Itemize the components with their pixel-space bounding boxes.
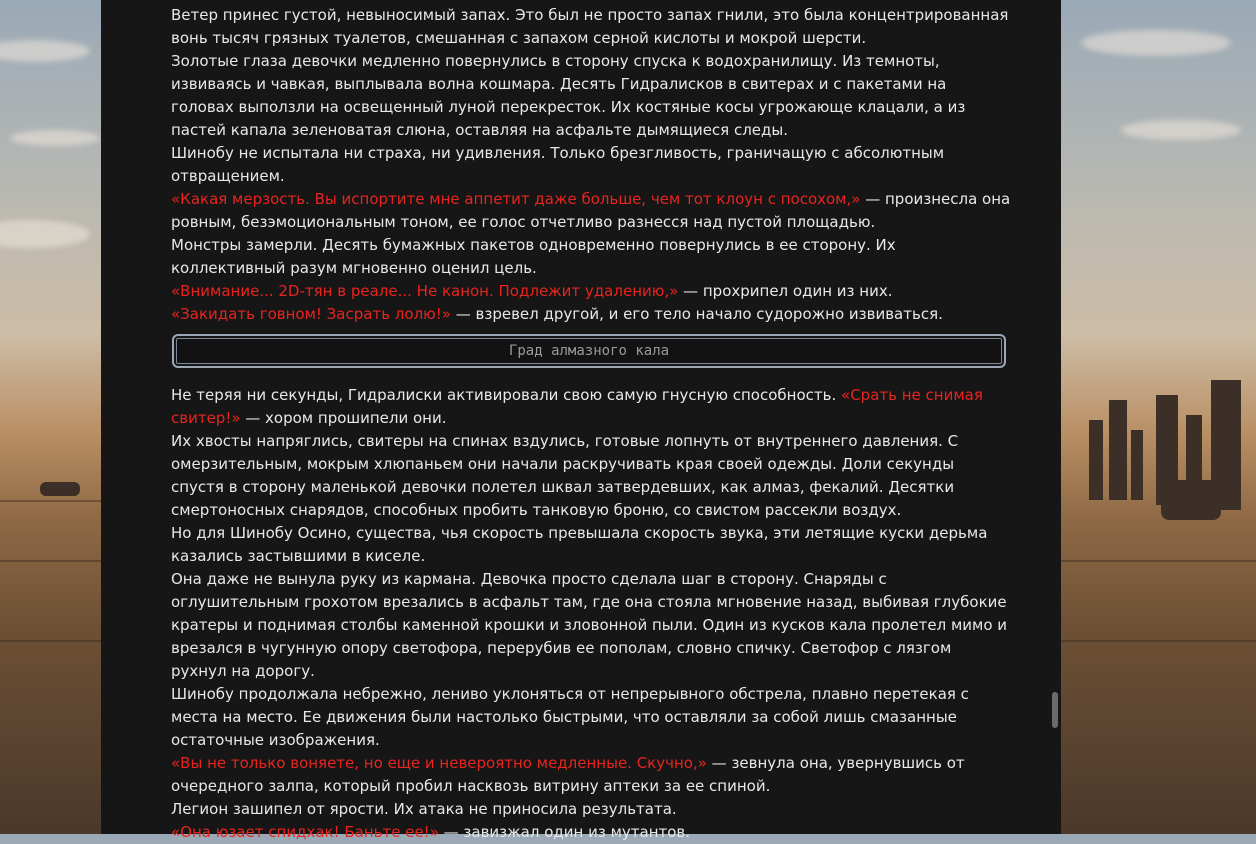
paragraph (171, 752, 1011, 798)
story-block-1 (171, 4, 1011, 326)
narration-text: Но для Шинобу Осино, существа, чья скорость превышала скорость звука, эти летящие куски дерьма казались застывшими в киселе. (171, 524, 988, 565)
paragraph (171, 4, 1011, 50)
narration-text: Шинобу продолжала небрежно, лениво уклоняться от непрерывного обстрела, плавно перетекая с места на место. Ее движения были настолько быстрыми, что оставляли за собой лишь смазанные остаточные изображения. (171, 685, 969, 749)
dialogue-quote: «Внимание... 2D-тян в реале... Не канон. Подлежит удалению,» (171, 282, 679, 300)
dialogue-quote: «Закидать говном! Засрать лолю!» (171, 305, 451, 323)
dialogue-quote: «Вы не только воняете, но еще и невероятно медленные. Скучно,» (171, 754, 707, 772)
paragraph (171, 568, 1011, 683)
narration-text: Шинобу не испытала ни страха, ни удивления. Только брезгливость, граничащую с абсолютным отвращением. (171, 144, 945, 185)
narration-text: Монстры замерли. Десять бумажных пакетов одновременно повернулись в ее сторону. Их коллективный разум мгновенно оценил цель. (171, 236, 896, 277)
narration-text: Золотые глаза девочки медленно повернулись в сторону спуска к водохранилищу. Из темноты, извиваясь и чавкая, выплывала волна кошмара. Десять Гидралисков в свитерах и с пакетами на головах выползли на освещенный луной перекресток. Их костяные косы угрожающе клацали, а из пастей капала зеленоватая слюна, оставляя на асфальте дымящиеся следы. (171, 52, 966, 139)
narration-text: — взревел другой, и его тело начало судорожно извиваться. (450, 305, 943, 323)
paragraph (171, 821, 1011, 844)
narration-text: Она даже не вынула руку из кармана. Девочка просто сделала шаг в сторону. Снаряды с оглушительным грохотом врезались в асфальт там, где она стояла мгновение назад, выбивая глубокие кратеры и поднимая столбы каменной крошки и зловонной пыли. Один из кусков кала пролетел мимо и врезался в чугунную опору светофора, перерубив ее пополам, словно спичку. Светофор с лязгом рухнул на дорогу. (171, 570, 1008, 680)
story-text (171, 4, 1011, 844)
paragraph (171, 384, 1011, 430)
narration-text: Ветер принес густой, невыносимый запах. Это был не просто запах гнили, это была концентрированная вонь тысяч грязных туалетов, смешанная с запахом серной кислоты и мокрой шерсти. (171, 6, 1009, 47)
chapter-button[interactable]: Град алмазного кала (172, 334, 1006, 368)
dialogue-quote: «Она юзает спидхак! Баньте ее!» (171, 823, 439, 841)
narration-text: — завизжал один из мутантов. (438, 823, 691, 841)
paragraph (171, 234, 1011, 280)
background-landscape-left (0, 0, 101, 834)
paragraph (171, 430, 1011, 522)
paragraph (171, 522, 1011, 568)
paragraph (171, 303, 1011, 326)
narration-text: — произнесла она ровным, безэмоциональным тоном, ее голос отчетливо разнесся над пустой площадью. (171, 190, 1011, 231)
paragraph (171, 683, 1011, 752)
narration-text: — хором прошипели они. (240, 409, 447, 427)
paragraph (171, 798, 1011, 821)
narration-text: — прохрипел один из них. (678, 282, 893, 300)
scrollbar-thumb[interactable] (1052, 692, 1058, 728)
story-block-2 (171, 384, 1011, 844)
dialogue-quote: «Какая мерзость. Вы испортите мне аппетит даже больше, чем тот клоун с посохом,» (171, 190, 861, 208)
paragraph (171, 50, 1011, 142)
narration-text: Не теряя ни секунды, Гидралиски активировали свою самую гнусную способность. (171, 386, 842, 404)
paragraph (171, 142, 1011, 188)
narration-text: Легион зашипел от ярости. Их атака не приносила результата. (171, 800, 677, 818)
narration-text: Их хвосты напряглись, свитеры на спинах вздулись, готовые лопнуть от внутреннего давления. С омерзительным, мокрым хлюпаньем они начали раскручивать края своей одежды. Доли секунды спустя в сторону маленькой девочки полетел шквал затвердевших, как алмаз, фекалий. Десятки смертоносных снарядов, способных пробить танковую броню, со свистом рассекли воздух. (171, 432, 959, 519)
background-landscape-right (1061, 0, 1256, 834)
paragraph (171, 188, 1011, 234)
reader-panel (101, 0, 1061, 841)
dialogue-quote: «Срать не снимая свитер!» (171, 386, 983, 427)
narration-text: — зевнула она, увернувшись от очередного залпа, который пробил насквозь витрину аптеки за ее спиной. (171, 754, 965, 795)
paragraph (171, 280, 1011, 303)
